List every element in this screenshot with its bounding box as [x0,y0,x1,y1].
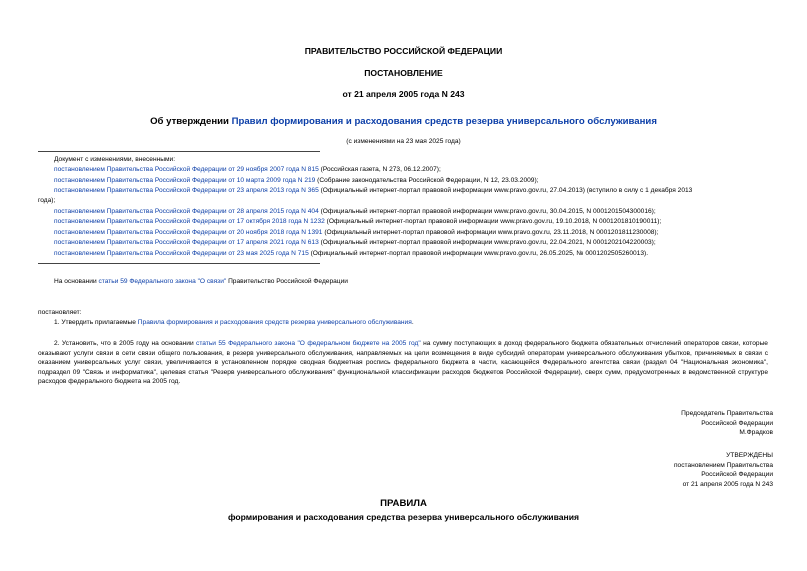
approved-label: УТВЕРЖДЕНЫ [726,452,773,459]
change-item: постановлением Правительства Российской Федерации от 23 мая 2025 года N 715 (Официальный интернет-портал правовой информации www.pravo.gov.ru, 26.05.2025, № 0001202505260013). [54,250,649,257]
change-link[interactable]: постановлением Правительства Российской Федерации от 23 апреля 2013 года N 365 [54,187,319,194]
signature-country: Российской Федерации [701,419,773,427]
changes-intro: Документ с изменениями, внесенными: [54,156,176,163]
change-item: постановлением Правительства Российской Федерации от 10 марта 2009 года N 219 (Собрание законодательства Российской Федерации, N 12, 23.03.2009); [54,177,539,184]
item-2-budget-law-link[interactable]: статьи 55 Федерального закона "О федеральном бюджете на 2005 год" [196,340,421,347]
changes-bottom-divider [38,263,320,264]
change-item: постановлением Правительства Российской Федерации от 17 апреля 2021 года N 613 (Официальный интернет-портал правовой информации www.pravo.gov.ru, 22.04.2021, N 0001202104220003); [54,239,656,246]
signature-position: Председатель Правительства [681,410,773,417]
document-title [0,116,807,127]
doc-date: от 21 апреля 2005 года N 243 [342,89,465,99]
item-2: 2. Установить, что в 2005 году на основании статьи 55 Федерального закона "О федеральном бюджете на 2005 год" на сумму поступающих в доход федерального бюджета обязательных отчислений операторов связи, которые оказывают услуги связи в сети связи общего пользования, в резерв универсального обслуживания, направляемых на цели возмещения в виде субсидий операторам универсального обслуживания убытков, причиняемых в связи с оказанием универсальных услуг связи, увеличивается в установленном порядке сводная бюджетная роспись федерального бюджета в части, касающейся Федерального агентства связи (раздел 04 "Национальная экономика", подраздел 09 "Связь и информатика", целевая статья "Резерв универсального обслуживания" функциональной классификации расходов бюджетов Российской Федерации), сверх сумм, предусмотренных в ведомственной структуре расходов федерального бюджета на 2005 год. [38,340,768,386]
item-1: 1. Утвердить прилагаемые Правила формирования и расходования средств резерва универсального обслуживания. [54,319,414,326]
change-item: постановлением Правительства Российской Федерации от 17 октября 2018 года N 1232 (Официальный интернет-портал правовой информации www.pravo.gov.ru, 19.10.2018, N 0001201810190011); [54,218,662,225]
change-link[interactable]: постановлением Правительства Российской Федерации от 29 ноября 2007 года N 815 [54,166,319,173]
amended-note: (с изменениями на 23 мая 2025 года) [346,138,461,145]
basis-paragraph: На основании статьи 59 Федерального закона "О связи" Правительство Российской Федерации [54,278,348,285]
change-link[interactable]: постановлением Правительства Российской Федерации от 20 ноября 2018 года N 1391 [54,229,323,236]
org-heading: ПРАВИТЕЛЬСТВО РОССИЙСКОЙ ФЕДЕРАЦИИ [304,46,503,56]
change-link[interactable]: постановлением Правительства Российской Федерации от 10 марта 2009 года N 219 [54,177,316,184]
rules-title: ПРАВИЛА [380,498,427,509]
signature-block [681,409,773,438]
item-1-rules-link[interactable]: Правила формирования и расходования средств резерва универсального обслуживания [137,319,412,326]
title-prefix: Об утверждении [150,116,232,127]
change-link[interactable]: постановлением Правительства Российской Федерации от 17 апреля 2021 года N 613 [54,239,319,246]
change-link[interactable]: постановлением Правительства Российской Федерации от 17 октября 2018 года N 1232 [54,218,325,225]
changes-top-divider [38,151,320,152]
basis-law-link[interactable]: статьи 59 Федерального закона "О связи" [98,278,227,285]
approved-block: УТВЕРЖДЕНЫ постановлением Правительства Российской Федерации от 21 апреля 2005 года N 243 [673,452,773,488]
change-item: постановлением Правительства Российской Федерации от 23 апреля 2013 года N 365 (Официальный интернет-портал правовой информации www.pravo.gov.ru, 27.04.2013) (вступило в силу с 1 декабря 2013 [54,187,693,194]
change-item-continuation: года); [38,197,56,204]
change-link[interactable]: постановлением Правительства Российской Федерации от 23 мая 2025 года N 715 [54,250,309,257]
change-link[interactable]: постановлением Правительства Российской Федерации от 28 апреля 2015 года N 404 [54,208,319,215]
signature-name: М.Фрадков [739,429,773,437]
title-rules-link[interactable]: Правил формирования и расходования средств резерва универсального обслуживания [231,116,657,127]
approved-date: от 21 апреля 2005 года N 243 [682,480,773,488]
rules-subtitle: формирования и расходования средства резерва универсального обслуживания [227,512,580,522]
decides-text: постановляет: [38,309,82,316]
change-item: постановлением Правительства Российской Федерации от 29 ноября 2007 года N 815 (Российская газета, N 273, 06.12.2007); [54,166,441,173]
change-item: постановлением Правительства Российской Федерации от 20 ноября 2018 года N 1391 (Официальный интернет-портал правовой информации www.pravo.gov.ru, 23.11.2018, N 0001201811230008); [54,229,659,236]
doc-type-heading: ПОСТАНОВЛЕНИЕ [364,68,443,78]
change-item: постановлением Правительства Российской Федерации от 28 апреля 2015 года N 404 (Официальный интернет-портал правовой информации www.pravo.gov.ru, 30.04.2015, N 0001201504300016); [54,208,656,215]
